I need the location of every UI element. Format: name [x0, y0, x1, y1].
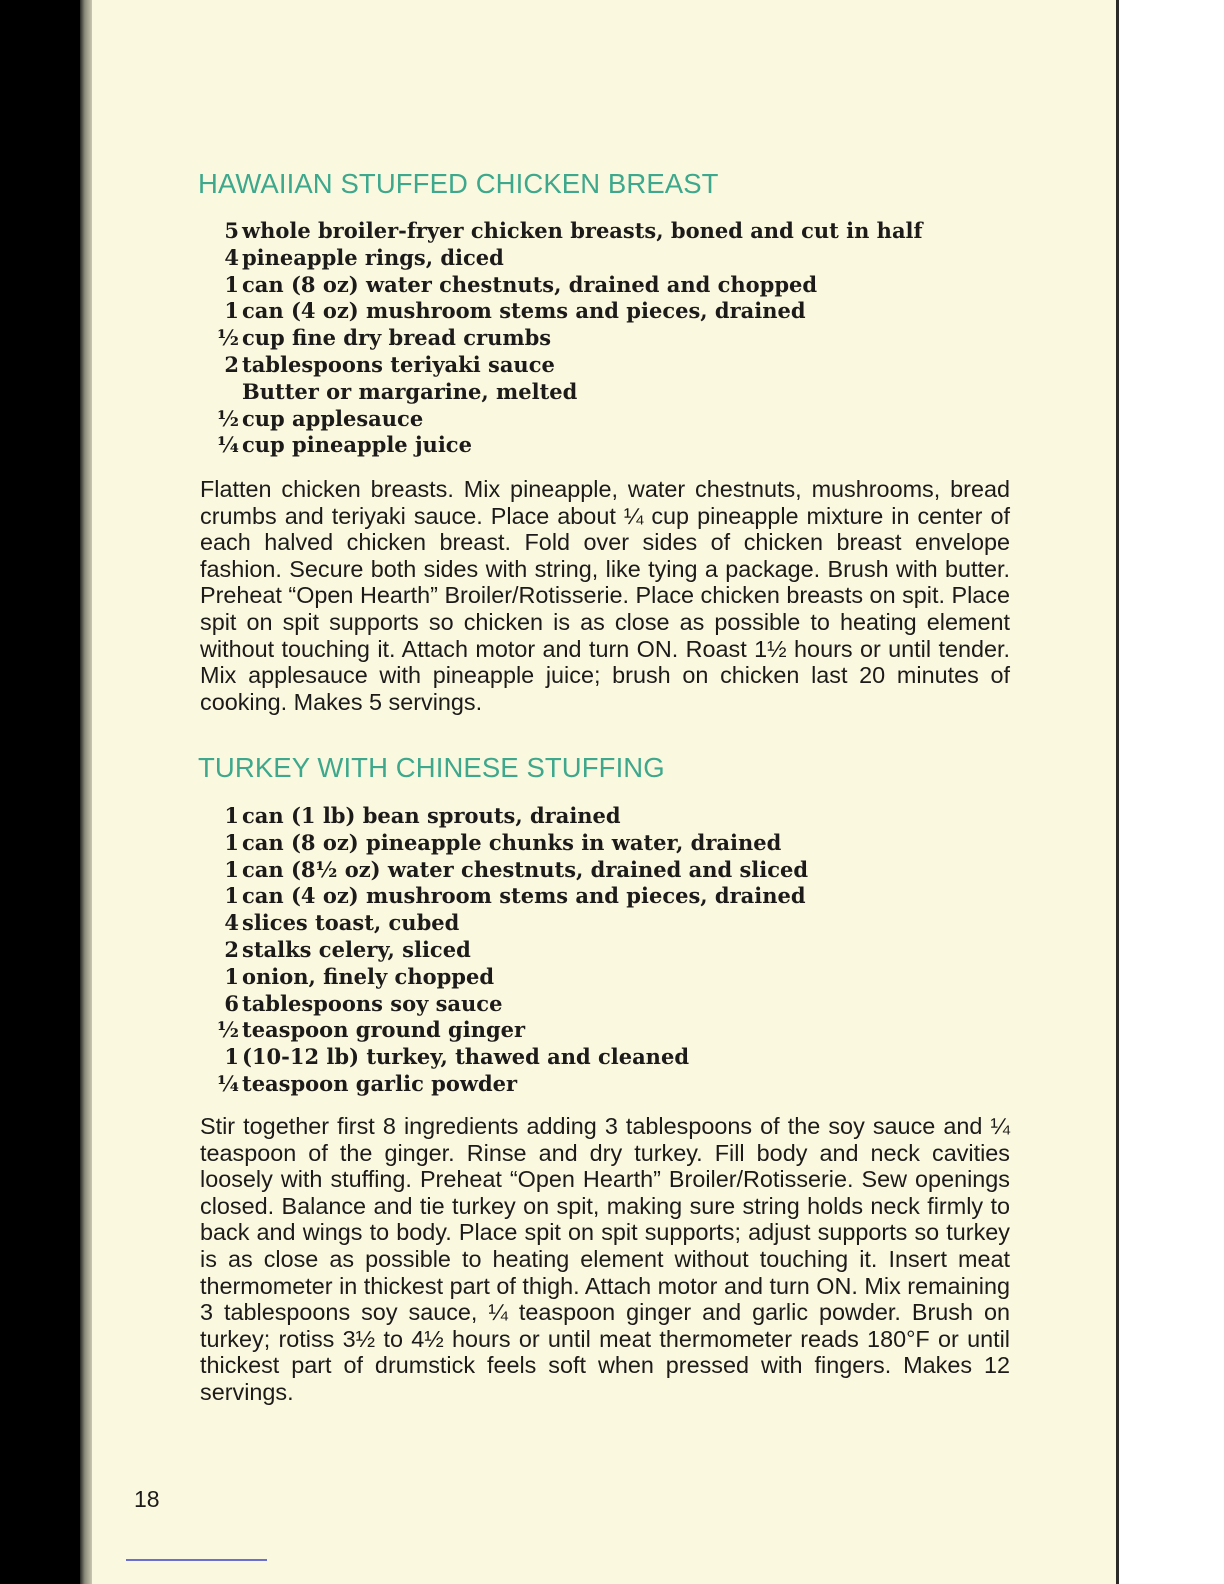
ingredient-quantity: 1: [224, 803, 239, 828]
ingredient-item: [200, 883, 808, 910]
ingredient-text: can (4 oz) mushroom stems and pieces, drained: [242, 883, 806, 909]
recipe-title: HAWAIIAN STUFFED CHICKEN BREAST: [198, 168, 719, 199]
ingredient-item: [200, 352, 923, 379]
ingredient-item: [200, 406, 923, 433]
recipe-directions: Stir together first 8 ingredients adding 3 tablespoons of the soy sauce and ¼ teaspoon of the ginger. Rinse and dry turkey. Fill body and neck cavities loosely with stuffing. Preheat “Open Hearth” Broiler/Rotisserie. Sew openings closed. Balance and tie turkey on spit, making sure string holds neck firmly to back and wings to body. Place spit on spit supports; adjust supports so turkey is as close as possible to heating element without touching it. Insert meat thermometer in thickest part of thigh. Attach motor and turn ON. Mix remaining 3 tablespoons soy sauce, ¼ teaspoon ginger and garlic powder. Brush on turkey; rotiss 3½ to 4½ hours or until meat thermometer reads 180°F or until thickest part of drumstick feels soft when pressed with fingers. Makes 12 servings.: [200, 1113, 1010, 1405]
ingredient-item: [200, 1044, 808, 1071]
ingredient-list: [200, 803, 808, 1098]
ingredient-list: [200, 218, 923, 459]
ingredient-item: [200, 218, 923, 245]
recipe-title: TURKEY WITH CHINESE STUFFING: [198, 752, 665, 783]
ingredient-text: can (1 lb) bean sprouts, drained: [242, 803, 621, 828]
ingredient-text: tablespoons soy sauce: [242, 990, 503, 1016]
ingredient-quantity: 2: [224, 351, 239, 377]
ingredient-quantity: 1: [224, 963, 239, 989]
ingredient-item: [200, 937, 808, 964]
ingredient-text: pineapple rings, diced: [242, 244, 504, 270]
ingredient-quantity: 1: [224, 829, 239, 855]
ingredient-quantity: 4: [224, 910, 239, 936]
ingredient-quantity: ½: [217, 1017, 239, 1043]
ingredient-quantity: 2: [224, 936, 239, 962]
ingredient-text: stalks celery, sliced: [242, 936, 471, 962]
ingredient-text: Butter or margarine, melted: [242, 378, 578, 404]
page-binding-edge: [80, 0, 92, 1584]
ingredient-item: [200, 245, 923, 272]
ingredient-text: onion, finely chopped: [242, 963, 495, 989]
ingredient-text: (10-12 lb) turkey, thawed and cleaned: [242, 1044, 689, 1070]
ingredient-item: [200, 830, 808, 857]
ingredient-quantity: 1: [224, 271, 239, 297]
ingredient-quantity: [200, 379, 242, 406]
ingredient-item: [200, 272, 923, 299]
ingredient-item: [200, 1071, 808, 1098]
ingredient-quantity: 6: [224, 990, 239, 1016]
ingredient-text: cup fine dry bread crumbs: [242, 325, 552, 351]
ingredient-text: whole broiler-fryer chicken breasts, boned and cut in half: [242, 218, 923, 243]
ingredient-quantity: 1: [224, 1044, 239, 1070]
scan-white-margin: [1119, 0, 1224, 1584]
ingredient-item: [200, 1017, 808, 1044]
ingredient-text: can (8½ oz) water chestnuts, drained and sliced: [242, 856, 809, 882]
ingredient-text: can (8 oz) water chestnuts, drained and chopped: [242, 271, 818, 297]
ingredient-item: [200, 432, 923, 459]
ingredient-quantity: ½: [217, 405, 239, 431]
ingredient-item: [200, 325, 923, 352]
ingredient-text: teaspoon ground ginger: [242, 1017, 526, 1043]
ingredient-quantity: 1: [224, 298, 239, 324]
ingredient-quantity: 1: [224, 856, 239, 882]
ingredient-quantity: ¼: [217, 1070, 239, 1096]
scan-artifact-line: [126, 1559, 267, 1561]
ingredient-text: cup pineapple juice: [242, 432, 472, 458]
ingredient-quantity: 4: [224, 244, 239, 270]
ingredient-quantity: 5: [224, 218, 239, 243]
recipe-directions: Flatten chicken breasts. Mix pineapple, water chestnuts, mushrooms, bread crumbs and teriyaki sauce. Place about ¼ cup pineapple mixture in center of each halved chicken breast. Fold over sides of chicken breast envelope fashion. Secure both sides with string, like tying a package. Brush with butter. Preheat “Open Hearth” Broiler/Rotisserie. Place chicken breasts on spit. Place spit on spit supports so chicken is as close as possible to heating element without touching it. Attach motor and turn ON. Roast 1½ hours or until tender. Mix applesauce with pineapple juice; brush on chicken last 20 minutes of cooking. Makes 5 servings.: [200, 476, 1010, 715]
ingredient-item: [200, 379, 923, 406]
ingredient-item: [200, 803, 808, 830]
ingredient-quantity: ¼: [217, 432, 239, 458]
scan-dark-margin: [0, 0, 80, 1584]
ingredient-quantity: ½: [217, 325, 239, 351]
ingredient-text: can (4 oz) mushroom stems and pieces, drained: [242, 298, 806, 324]
ingredient-item: [200, 857, 808, 884]
ingredient-item: [200, 298, 923, 325]
ingredient-item: [200, 964, 808, 991]
ingredient-text: cup applesauce: [242, 405, 424, 431]
ingredient-text: slices toast, cubed: [242, 910, 460, 936]
ingredient-item: [200, 991, 808, 1018]
ingredient-text: can (8 oz) pineapple chunks in water, drained: [242, 829, 782, 855]
ingredient-text: tablespoons teriyaki sauce: [242, 351, 555, 377]
ingredient-quantity: 1: [224, 883, 239, 909]
page-number: 18: [134, 1486, 160, 1512]
ingredient-item: [200, 910, 808, 937]
ingredient-text: teaspoon garlic powder: [242, 1070, 518, 1096]
